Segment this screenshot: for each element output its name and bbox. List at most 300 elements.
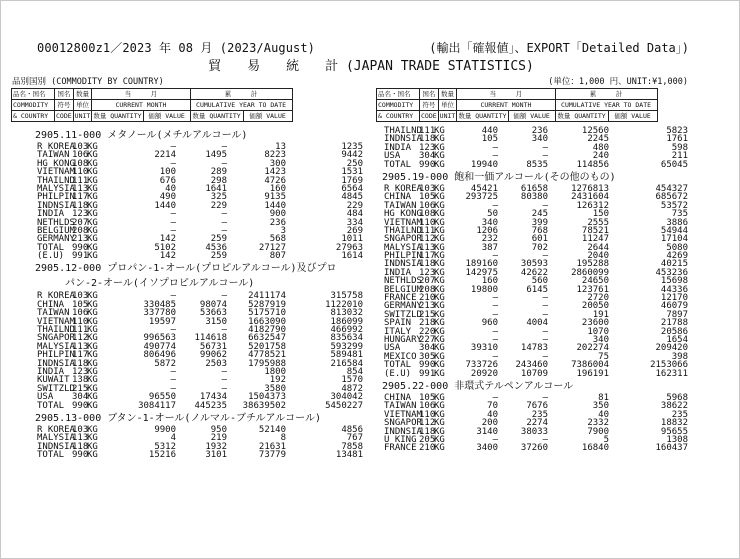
country-code: 213 — [72, 234, 89, 245]
current-quantity: 4 — [170, 433, 176, 444]
cumulative-quantity: 78521 — [581, 225, 609, 236]
current-value: 99062 — [199, 350, 227, 361]
hdr-code-1: 国名 — [420, 89, 439, 100]
current-quantity: 996563 — [143, 333, 176, 344]
cumulative-quantity: 1276813 — [571, 183, 609, 194]
hdr-code-2: 符号 — [55, 100, 74, 111]
cumulative-quantity: 126312 — [576, 200, 609, 211]
country-name: TAIWAN — [37, 150, 70, 161]
current-value: 6145 — [526, 284, 548, 295]
current-value: 245 — [531, 209, 548, 220]
cumulative-value: 1122010 — [325, 299, 363, 310]
current-value: – — [221, 325, 227, 336]
cumulative-value: 453236 — [655, 267, 688, 278]
cumulative-quantity: 123761 — [576, 284, 609, 295]
cumulative-quantity: 1440 — [264, 200, 286, 211]
current-value: – — [542, 334, 548, 345]
unit: KG — [87, 333, 98, 344]
unit: KG — [87, 251, 98, 262]
cumulative-value: 593299 — [330, 341, 363, 352]
country-name: GERMANY — [37, 234, 75, 245]
cumulative-quantity: 2245 — [587, 134, 609, 145]
unit: KG — [434, 259, 445, 270]
current-value: – — [221, 142, 227, 152]
country-code: 118 — [72, 441, 89, 452]
current-quantity: 70 — [487, 401, 498, 412]
cumulative-value: 5450227 — [325, 400, 363, 411]
cumulative-quantity: 150 — [592, 209, 609, 220]
country-name: TAIWAN — [384, 200, 417, 211]
cumulative-quantity: 5287919 — [248, 299, 286, 310]
cumulative-quantity: 480 — [592, 142, 609, 153]
country-name: (E.U) — [37, 251, 65, 262]
cumulative-quantity: 191 — [592, 309, 609, 320]
cumulative-value: 15698 — [660, 276, 688, 287]
country-name: TOTAL — [384, 360, 412, 371]
unit: KG — [434, 151, 445, 162]
cumulative-value: 598 — [671, 142, 688, 153]
current-value: 236 — [531, 126, 548, 136]
current-value: – — [221, 217, 227, 228]
current-value: – — [542, 151, 548, 162]
hdr-value-cumulative: 価額 VALUE — [608, 111, 657, 122]
cumulative-quantity: 2644 — [587, 242, 609, 253]
cumulative-value: 20586 — [660, 326, 688, 337]
cumulative-quantity: 8 — [280, 433, 286, 444]
cumulative-value: 95655 — [660, 426, 688, 437]
report-subtitle: 品別国別 (COMMODITY BY COUNTRY) — [12, 77, 164, 87]
unit: KG — [87, 366, 98, 377]
cumulative-quantity: 2720 — [587, 293, 609, 304]
country-name: PHILPIN — [384, 251, 422, 262]
cumulative-value: 1308 — [666, 434, 688, 445]
country-code: 111 — [419, 225, 436, 236]
cumulative-quantity: 75 — [598, 351, 609, 362]
unit: KG — [87, 234, 98, 245]
current-value: 8535 — [526, 159, 548, 170]
current-quantity: 3084117 — [138, 400, 176, 411]
cumulative-value: 9442 — [341, 150, 363, 161]
current-quantity: 50 — [487, 209, 498, 220]
cumulative-quantity: 5 — [603, 434, 609, 445]
country-code: 110 — [72, 316, 89, 327]
hdr-cumulative-en: CUMULATIVE YEAR TO DATE — [555, 100, 657, 111]
country-code: 210 — [419, 443, 436, 454]
unit: KG — [434, 392, 445, 403]
cumulative-quantity: 9135 — [264, 192, 286, 203]
cumulative-value: 44336 — [660, 284, 688, 295]
country-code: 123 — [72, 366, 89, 377]
hdr-commodity-3: & COUNTRY — [377, 111, 420, 122]
current-value: 950 — [210, 424, 227, 435]
cumulative-value: 209420 — [655, 343, 688, 354]
country-name: SWITZLD — [37, 383, 75, 394]
current-value: 219 — [210, 433, 227, 444]
country-code: 138 — [72, 375, 89, 386]
current-value: – — [221, 383, 227, 394]
current-quantity: 160 — [481, 276, 498, 287]
country-code: 118 — [419, 426, 436, 437]
commodity-heading: 2905.22-000 非環式テルペンアルコール — [382, 380, 574, 392]
country-code: 304 — [419, 151, 436, 162]
unit: KG — [87, 400, 98, 411]
cumulative-quantity: 114856 — [576, 159, 609, 170]
current-quantity: – — [170, 375, 176, 386]
country-code: 110 — [419, 409, 436, 420]
table-row — [37, 252, 363, 260]
country-code: 208 — [419, 284, 436, 295]
cumulative-value: 162311 — [655, 368, 688, 379]
current-quantity: – — [170, 325, 176, 336]
current-value: – — [542, 392, 548, 403]
country-code: 108 — [419, 209, 436, 220]
cumulative-value: 484 — [346, 209, 363, 220]
country-name: NETHLDS — [384, 276, 422, 287]
current-value: 702 — [531, 242, 548, 253]
current-quantity: 189160 — [465, 259, 498, 270]
current-quantity: 330485 — [143, 299, 176, 310]
country-name: INDIA — [37, 209, 65, 220]
hdr-unit-2: 単位 — [438, 100, 457, 111]
current-value: – — [221, 225, 227, 236]
country-name: MEXICO — [384, 351, 417, 362]
cumulative-value: 1570 — [341, 375, 363, 386]
country-name: INDIA — [37, 366, 65, 377]
cumulative-quantity: 27127 — [258, 242, 286, 253]
country-name: SNGAPOR — [37, 333, 75, 344]
unit: KG — [434, 183, 445, 194]
current-quantity: 1440 — [154, 200, 176, 211]
current-value: 235 — [531, 409, 548, 420]
country-name: U KING — [384, 434, 417, 445]
country-code: 111 — [72, 325, 89, 336]
unit: KG — [434, 309, 445, 320]
country-name: GERMANY — [384, 301, 422, 312]
unit: KG — [434, 409, 445, 420]
current-value: 243460 — [515, 360, 548, 371]
cumulative-value: 3886 — [666, 217, 688, 228]
unit: KG — [87, 150, 98, 161]
cumulative-quantity: 5201758 — [248, 341, 286, 352]
cumulative-value: 53572 — [660, 200, 688, 211]
hdr-quantity-cumulative: 数量 QUANTITY — [555, 111, 608, 122]
country-name: VIETNAM — [384, 217, 422, 228]
cumulative-value: 12170 — [660, 293, 688, 304]
current-value: 399 — [531, 217, 548, 228]
current-quantity: 20920 — [470, 368, 498, 379]
current-quantity: – — [492, 293, 498, 304]
hdr-commodity-3: & COUNTRY — [12, 111, 55, 122]
current-value: – — [221, 291, 227, 302]
cumulative-quantity: 350 — [592, 401, 609, 412]
unit: KG — [434, 443, 445, 454]
unit: KG — [87, 192, 98, 203]
current-quantity: 806496 — [143, 350, 176, 361]
current-value: 98074 — [199, 299, 227, 310]
cumulative-quantity: 240 — [592, 151, 609, 162]
cumulative-quantity: 202274 — [576, 343, 609, 354]
cumulative-quantity: 3580 — [264, 383, 286, 394]
current-value: 2274 — [526, 418, 548, 429]
current-quantity: 676 — [159, 175, 176, 186]
cumulative-value: 454327 — [655, 183, 688, 194]
country-code: 110 — [72, 167, 89, 178]
cumulative-quantity: 195288 — [576, 259, 609, 270]
cumulative-quantity: 2860099 — [571, 267, 609, 278]
current-value: 768 — [531, 225, 548, 236]
cumulative-value: 685672 — [655, 192, 688, 203]
current-value: – — [542, 351, 548, 362]
right-data-column — [384, 127, 688, 453]
country-name: VIETNAM — [37, 167, 75, 178]
unit: KG — [87, 325, 98, 336]
current-value: – — [542, 293, 548, 304]
current-value: 14783 — [520, 343, 548, 354]
unit: KG — [87, 308, 98, 319]
cumulative-quantity: 21631 — [258, 441, 286, 452]
country-name: TOTAL — [384, 159, 412, 170]
cumulative-quantity: 23600 — [581, 318, 609, 329]
unit: KG — [87, 341, 98, 352]
cumulative-value: 4856 — [341, 424, 363, 435]
country-code: 205 — [419, 434, 436, 445]
unit: KG — [434, 159, 445, 170]
country-code: 213 — [419, 301, 436, 312]
hdr-cumulative-jp: 累 計 — [555, 89, 657, 100]
unit: KG — [87, 209, 98, 220]
unit: KG — [434, 301, 445, 312]
hdr-cumulative-jp: 累 計 — [190, 89, 292, 100]
hdr-quantity-cumulative: 数量 QUANTITY — [190, 111, 243, 122]
current-quantity: 960 — [481, 318, 498, 329]
cumulative-value: 235 — [671, 409, 688, 420]
country-name: MALYSIA — [37, 183, 75, 194]
cumulative-quantity: 900 — [269, 209, 286, 220]
cumulative-value: 6564 — [341, 183, 363, 194]
cumulative-quantity: 13 — [275, 142, 286, 152]
country-code: 123 — [419, 267, 436, 278]
current-quantity: – — [492, 326, 498, 337]
current-quantity: 3400 — [476, 443, 498, 454]
cumulative-quantity: 5175710 — [248, 308, 286, 319]
cumulative-quantity: 2431604 — [571, 192, 609, 203]
commodity-heading: 2905.11-000 メタノール(メチルアルコール) — [35, 130, 248, 141]
current-quantity: – — [492, 251, 498, 262]
country-code: 227 — [419, 334, 436, 345]
cumulative-quantity: 40 — [598, 409, 609, 420]
country-code: 118 — [72, 200, 89, 211]
current-quantity: 142 — [159, 234, 176, 245]
cumulative-value: 27963 — [335, 242, 363, 253]
current-quantity: 733726 — [465, 360, 498, 371]
unit: KG — [434, 360, 445, 371]
current-quantity: – — [170, 158, 176, 169]
unit: KG — [87, 225, 98, 236]
country-name: INDNSIA — [37, 200, 75, 211]
unit: KG — [87, 217, 98, 228]
country-name: HG KONG — [384, 209, 422, 220]
unit: KG — [434, 225, 445, 236]
current-quantity: 15216 — [148, 450, 176, 461]
unit: KG — [434, 234, 445, 245]
unit: KG — [87, 158, 98, 169]
unit: KG — [434, 217, 445, 228]
current-value: 37260 — [520, 443, 548, 454]
country-code: 304 — [72, 392, 89, 403]
cumulative-quantity: 3 — [280, 225, 286, 236]
cumulative-quantity: 1663090 — [248, 316, 286, 327]
current-quantity: – — [492, 200, 498, 211]
current-value: 259 — [210, 234, 227, 245]
current-value: 4004 — [526, 318, 548, 329]
country-code: 113 — [72, 433, 89, 444]
cumulative-quantity: 1800 — [264, 366, 286, 377]
current-value: – — [542, 309, 548, 320]
left-data-column — [37, 127, 363, 460]
cumulative-value: 4872 — [341, 383, 363, 394]
cumulative-value: 813032 — [330, 308, 363, 319]
cumulative-value: 186099 — [330, 316, 363, 327]
current-quantity: – — [170, 209, 176, 220]
cumulative-value: 54944 — [660, 225, 688, 236]
cumulative-quantity: 24650 — [581, 276, 609, 287]
hdr-quantity-current: 数量 QUANTITY — [93, 111, 142, 120]
hdr-commodity-2: COMMODITY — [12, 100, 55, 111]
current-quantity: – — [492, 392, 498, 403]
unit: KG — [434, 326, 445, 337]
current-value: 3150 — [205, 316, 227, 327]
country-code: 105 — [419, 392, 436, 403]
current-value: – — [542, 434, 548, 445]
country-code: 990 — [72, 400, 89, 411]
country-name: TOTAL — [37, 400, 65, 411]
country-name: INDNSIA — [384, 426, 422, 437]
country-name: VIETNAM — [37, 316, 75, 327]
current-value: 325 — [210, 192, 227, 203]
country-name: INDNSIA — [37, 441, 75, 452]
page-title: 貿 易 統 計 (JAPAN TRADE STATISTICS) — [208, 59, 534, 74]
current-quantity: 440 — [481, 126, 498, 136]
current-value: 114618 — [194, 333, 227, 344]
hdr-code-3: CODE — [56, 111, 72, 120]
country-name: SWITZLD — [384, 309, 422, 320]
cumulative-value: 1769 — [341, 175, 363, 186]
hdr-cumulative-en: CUMULATIVE YEAR TO DATE — [190, 100, 292, 111]
country-name: THAILND — [384, 126, 422, 136]
cumulative-quantity: 1070 — [587, 326, 609, 337]
current-value: 289 — [210, 167, 227, 178]
cumulative-value: 334 — [346, 217, 363, 228]
current-quantity: – — [170, 217, 176, 228]
table-row — [37, 451, 363, 459]
cumulative-value: 5968 — [666, 392, 688, 403]
current-value: – — [221, 366, 227, 377]
current-quantity: 142975 — [465, 267, 498, 278]
country-code: 220 — [419, 326, 436, 337]
country-name: ITALY — [384, 326, 412, 337]
hdr-unit-1: 数量 — [438, 89, 457, 100]
country-code: 110 — [419, 217, 436, 228]
country-code: 103 — [72, 424, 89, 435]
country-code: 990 — [72, 450, 89, 461]
cumulative-value: 229 — [346, 200, 363, 211]
country-name: TAIWAN — [37, 308, 70, 319]
cumulative-quantity: 7900 — [587, 426, 609, 437]
current-value: 38033 — [520, 426, 548, 437]
commodity-heading: 2905.13-000 ブタン-1-オール(ノルマル-ブチルアルコール) — [35, 412, 321, 424]
country-code: 118 — [72, 358, 89, 369]
current-quantity: – — [492, 142, 498, 153]
current-quantity: 232 — [481, 234, 498, 245]
current-quantity: 5872 — [154, 358, 176, 369]
unit: KG — [434, 284, 445, 295]
current-quantity: 5312 — [154, 441, 176, 452]
current-quantity: 105 — [481, 134, 498, 145]
current-quantity: 337780 — [143, 308, 176, 319]
country-code: 105 — [72, 299, 89, 310]
country-name: CHINA — [384, 392, 412, 403]
country-name: SNGAPOR — [384, 418, 422, 429]
cumulative-value: 1235 — [341, 142, 363, 152]
country-name: R KOREA — [37, 142, 75, 152]
current-quantity: 19940 — [470, 159, 498, 170]
country-name: TOTAL — [37, 242, 65, 253]
country-code: 103 — [72, 291, 89, 302]
unit: KG — [87, 358, 98, 369]
unit: KG — [87, 291, 98, 302]
cumulative-value: 1761 — [666, 134, 688, 145]
country-name: INDNSIA — [384, 259, 422, 270]
country-name: SPAIN — [384, 318, 412, 329]
country-code: 117 — [419, 251, 436, 262]
hdr-value-cumulative: 価額 VALUE — [243, 111, 292, 122]
unit: KG — [434, 293, 445, 304]
current-quantity: 340 — [481, 217, 498, 228]
report-id: 00012800z1／2023 年 08 月 (2023/August) — [37, 41, 316, 55]
unit: KG — [434, 209, 445, 220]
country-code: 207 — [72, 217, 89, 228]
current-value: – — [221, 375, 227, 386]
current-value: 1641 — [205, 183, 227, 194]
current-quantity: 19597 — [148, 316, 176, 327]
report-type: (輸出「確報値」、EXPORT「Detailed Data」) — [429, 41, 689, 55]
cumulative-value: 2153066 — [650, 360, 688, 371]
country-code: 112 — [72, 333, 89, 344]
cumulative-value: 269 — [346, 225, 363, 236]
hdr-unit-3: UNIT — [74, 111, 91, 120]
country-code: 117 — [72, 192, 89, 203]
unit: KG — [87, 383, 98, 394]
current-quantity: – — [492, 434, 498, 445]
unit: KG — [87, 175, 98, 186]
cumulative-quantity: 807 — [269, 251, 286, 262]
cumulative-value: 4845 — [341, 192, 363, 203]
cumulative-value: 589481 — [330, 350, 363, 361]
current-value: – — [542, 301, 548, 312]
country-name: THAILND — [384, 225, 422, 236]
country-name: USA — [384, 343, 401, 354]
current-quantity: 40 — [487, 409, 498, 420]
cumulative-quantity: 81 — [598, 392, 609, 403]
cumulative-quantity: 196191 — [576, 368, 609, 379]
unit: KG — [434, 134, 445, 145]
cumulative-quantity: 2411174 — [248, 291, 286, 302]
unit: KG — [434, 418, 445, 429]
unit: KG — [434, 192, 445, 203]
current-value: 4536 — [205, 242, 227, 253]
current-value: 53663 — [199, 308, 227, 319]
unit: KG — [434, 276, 445, 287]
